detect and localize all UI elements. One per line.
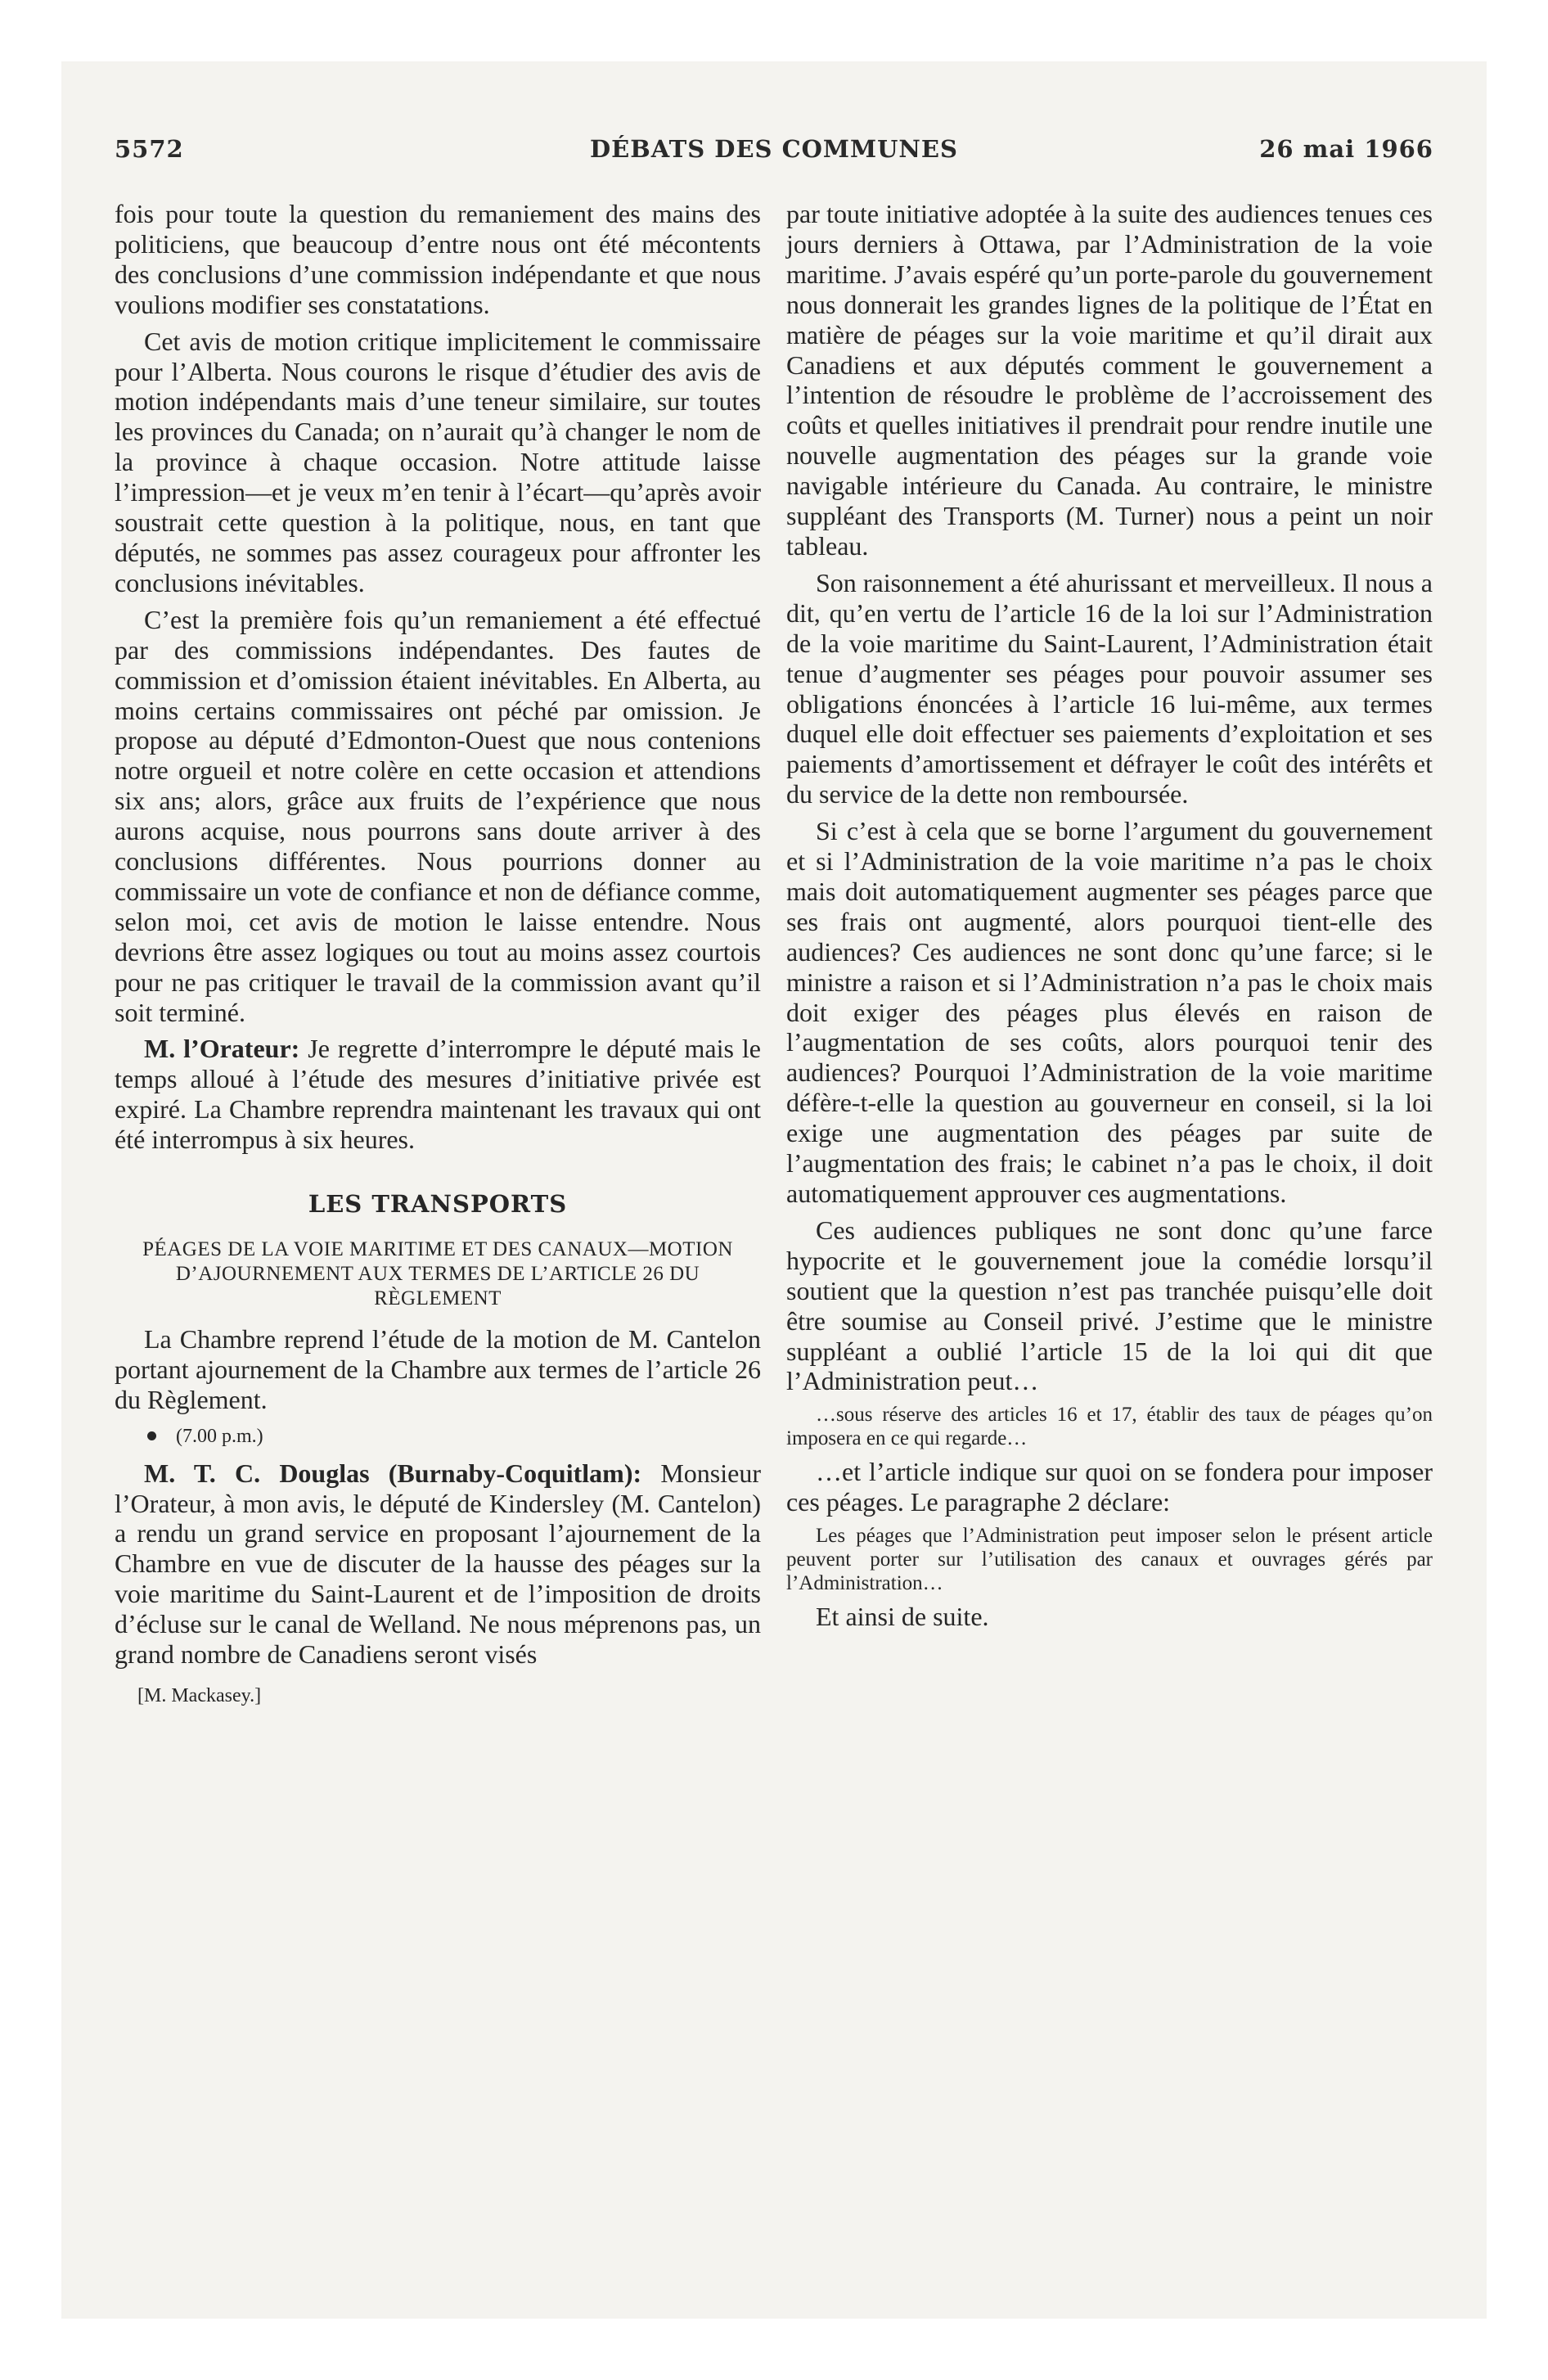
paragraph: par toute initiative adoptée à la suite des audiences tenues ces jours derniers à Ottawa, par l’Administration de la voie maritime. J’avais espéré qu’un porte-parole du gouvernement nous donnerait les grandes lignes de la politique de l’État en matière de péages sur la voie maritime et qu’il dirait aux Canadiens et aux députés comment le gouvernement a l’intention de résoudre le problème de l’accroissement des coûts et quelles initiatives il prendrait pour rendre inutile une nouvelle augmentation des péages sur la grande voie navigable intérieure du Canada. Au contraire, le ministre suppléant des Transports (M. Turner) nous a peint un noir tableau.: [786, 199, 1433, 561]
time-marker: [115, 1422, 761, 1452]
paragraph: …et l’article indique sur quoi on se fondera pour imposer ces péages. Le paragraphe 2 déclare:: [786, 1457, 1433, 1517]
speaker-name: M. T. C. Douglas (Burnaby-Coquitlam):: [144, 1458, 642, 1488]
paragraph: [115, 1458, 761, 1670]
bullet-icon: [147, 1431, 156, 1440]
paragraph: Ces audiences publiques ne sont donc qu’une farce hypocrite et le gouvernement joue la comédie lorsqu’il soutient que la question n’est pas tranchée puisqu’elle doit être soumise au Conseil privé. J’estime que le ministre suppléant a oublié l’article 15 de la loi qui dit que l’Administration peut…: [786, 1215, 1433, 1396]
page-date: 26 mai 1966: [1259, 135, 1433, 163]
paragraph: Cet avis de motion critique implicitement le commissaire pour l’Alberta. Nous courons le risque d’étudier des avis de motion indépendants mais d’une teneur similaire, sur toutes les provinces du Canada; on n’aurait qu’à changer le nom de la province à chaque occasion. Notre attitude laisse l’impression—et je veux m’en tenir à l’écart—qu’après avoir soustrait cette question à la politique, nous, en tant que députés, ne sommes pas assez courageux pour affronter les conclusions inévitables.: [115, 326, 761, 597]
page-title: DÉBATS DES COMMUNES: [590, 135, 958, 163]
page-header: [115, 135, 1433, 171]
paragraph: Son raisonnement a été ahurissant et merveilleux. Il nous a dit, qu’en vertu de l’article 16 de la loi sur l’Administration de la voie maritime du Saint-Laurent, l’Administration était tenue d’augmenter ses péages pour pouvoir assumer ses obligations énoncées à l’article 16 lui-même, aux termes duquel elle doit effectuer ses paiements d’exploitation et ses paiements d’amortissement et défrayer le coût des intérêts et du service de la dette non remboursée.: [786, 567, 1433, 809]
paragraph: [115, 1034, 761, 1155]
left-column: [115, 199, 761, 1711]
paragraph: Et ainsi de suite.: [816, 1602, 989, 1632]
paragraph: La Chambre reprend l’étude de la motion de M. Cantelon portant ajournement de la Chambre aux termes de l’article 26 du Règlement.: [115, 1324, 761, 1414]
quotation: Les péages que l’Administration peut imposer selon le présent article peuvent porter sur l’utilisation des canaux et ouvrages gérés par l’Administration…: [786, 1525, 1433, 1595]
page-number: 5572: [115, 135, 184, 163]
paragraph: fois pour toute la question du remaniement des mains des politiciens, que beaucoup d’entre nous ont été mécontents des conclusions d’une commission indépendante et que nous voulions modifier ses constatations.: [115, 199, 761, 319]
right-column: [786, 199, 1433, 1639]
paragraph: C’est la première fois qu’un remaniement a été effectué par des commissions indépendantes. Des fautes de commission et d’omission étaient inévitables. En Alberta, au moins certains commissaires ont péché par omission. Je propose au député d’Edmonton-Ouest que nous contenions notre orgueil et notre colère en cette occasion et attendions six ans; alors, grâce aux fruits de l’expérience que nous aurons acquise, nous pourrons sans doute arriver à des conclusions différentes. Nous pourrions donner au commissaire un vote de confiance et non de défiance comme, selon moi, cet avis de motion le laisse entendre. Nous devrions être assez logiques ou tout au moins assez courtois pour ne pas critiquer le travail de la commission avant qu’il soit terminé.: [115, 604, 761, 1027]
speech-text: Monsieur l’Orateur, à mon avis, le député de Kindersley (M. Cantelon) a rendu un grand service en proposant l’ajournement de la Chambre en vue de discuter de la hausse des péages sur la voie maritime du Saint-Laurent et de l’imposition de droits d’écluse sur le canal de Welland. Ne nous méprenons pas, un grand nombre de Canadiens seront visés: [115, 1458, 762, 1670]
speaker-name: M. l’Orateur:: [144, 1034, 300, 1064]
paragraph: Si c’est à cela que se borne l’argument du gouvernement et si l’Administration de la voie maritime n’a pas le choix mais doit automatiquement augmenter ses péages parce que ses frais ont augmenté, alors pourquoi tient-elle des audiences? Ces audiences ne sont donc qu’une farce; si le ministre a raison et si l’Administration n’a pas le choix mais doit exiger des péages plus élevés en raison de l’augmentation de ses coûts, alors pourquoi tenir des audiences? Pourquoi l’Administration de la voie maritime défère-t-elle la question au gouverneur en conseil, si la loi exige une augmentation des péages par suite de l’augmentation des frais; le cabinet n’a pas le choix, il doit automatiquement approuver ces augmentations.: [786, 816, 1433, 1208]
quotation: …sous réserve des articles 16 et 17, établir des taux de péages qu’on imposera en ce qui regarde…: [786, 1404, 1433, 1450]
time-text: (7.00 p.m.): [176, 1425, 263, 1447]
speech-text: Je regrette d’interrompre le député mais le temps alloué à l’étude des mesures d’initiative privée est expiré. La Chambre reprendra maintenant les travaux qui ont été interrompus à six heures.: [115, 1034, 762, 1155]
footer-note: [M. Mackasey.]: [137, 1684, 262, 1706]
section-subtitle: PÉAGES DE LA VOIE MARITIME ET DES CANAUX—MOTION D’AJOURNEMENT AUX TERMES DE L’ARTICLE 26 DU RÈGLEMENT: [142, 1238, 733, 1309]
section-title: LES TRANSPORTS: [308, 1190, 568, 1219]
